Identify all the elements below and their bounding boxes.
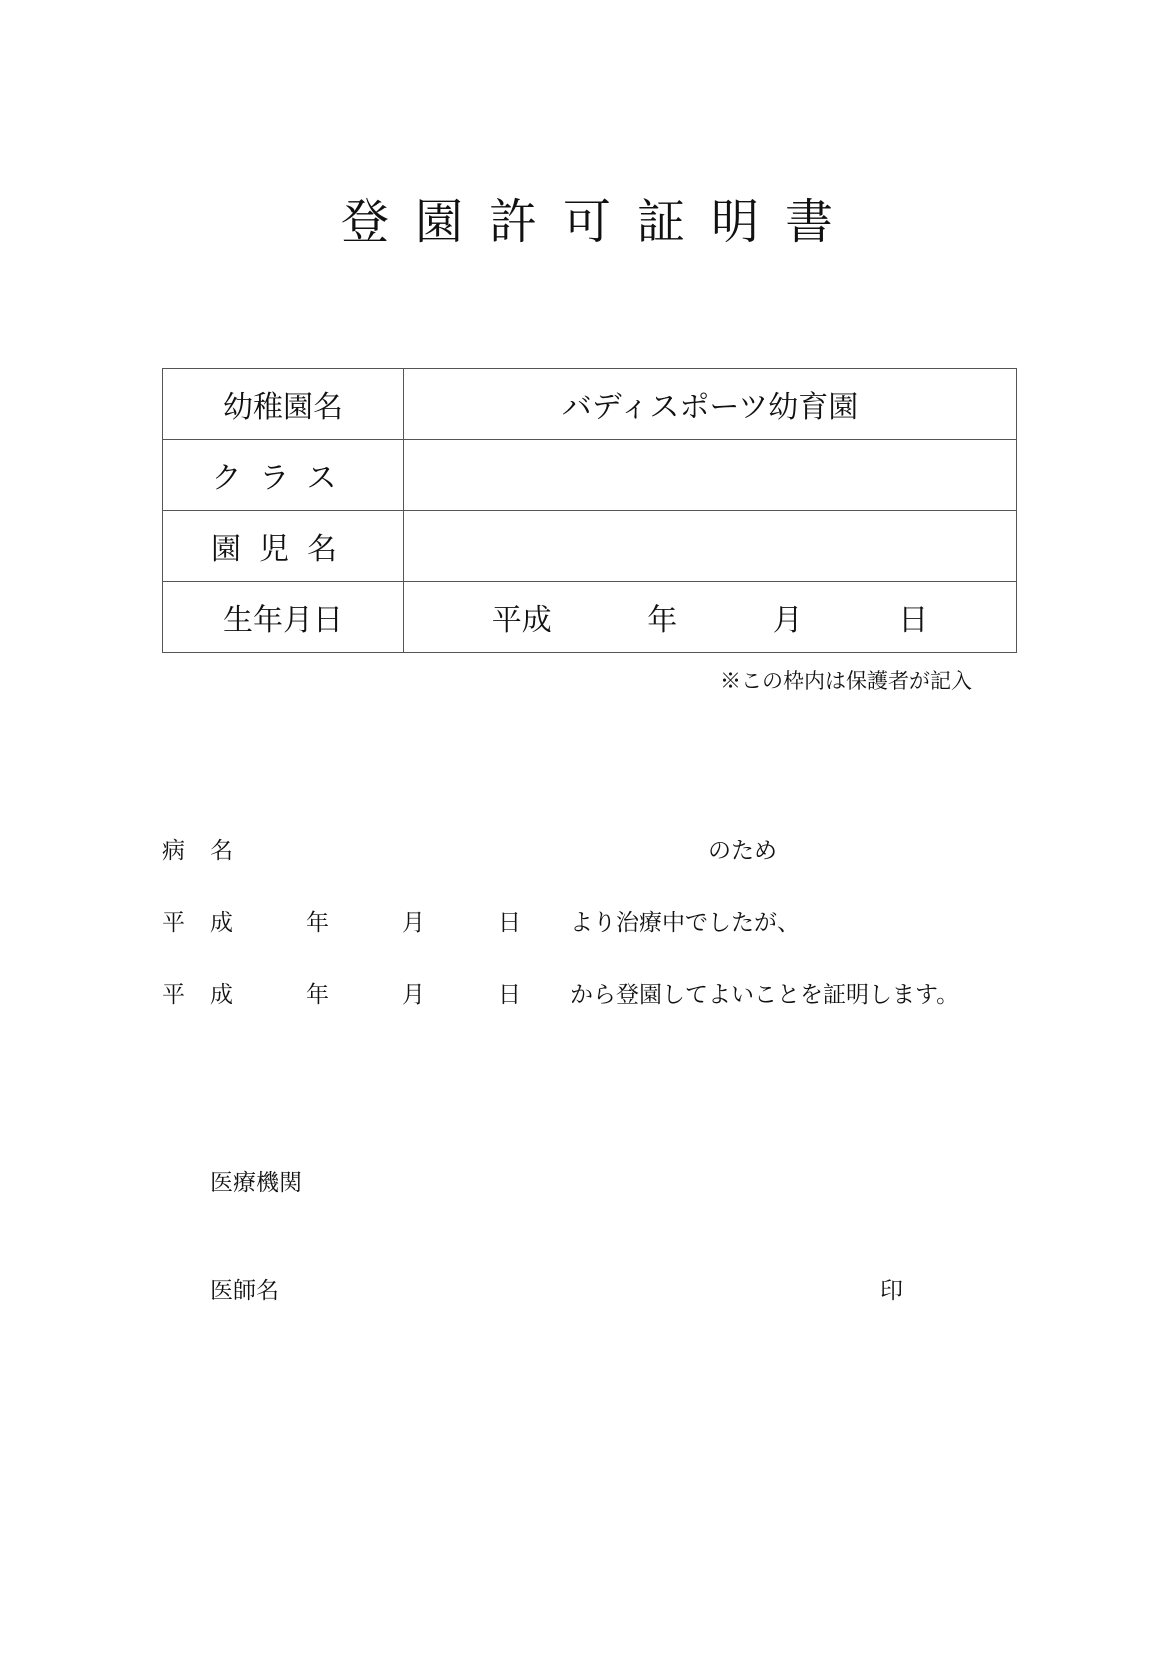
table-row-child-name <box>163 511 1017 582</box>
birthdate-date-row <box>404 595 1016 639</box>
class-field[interactable] <box>404 440 1017 511</box>
child-name-label: 園児名 <box>163 511 404 582</box>
kindergarten-name-label: 幼稚園名 <box>163 369 404 440</box>
institution-label: 医療機関 <box>210 1170 302 1196</box>
table-note: ※この枠内は保護者が記入 <box>720 669 972 693</box>
seal-label: 印 <box>880 1278 903 1304</box>
birthdate-label: 生年月日 <box>163 582 404 653</box>
table-row-birthdate <box>163 582 1017 653</box>
treatment-era-2: 成 <box>210 910 233 936</box>
disease-line <box>162 834 1062 868</box>
treatment-year: 年 <box>306 910 329 936</box>
attendance-day: 日 <box>498 982 521 1008</box>
treatment-line <box>162 906 1062 940</box>
treatment-month: 月 <box>402 910 425 936</box>
treatment-day: 日 <box>498 910 521 936</box>
attendance-line <box>162 978 1062 1012</box>
birthdate-day: 日 <box>898 603 929 638</box>
doctor-name-label: 医師名 <box>210 1278 279 1304</box>
birthdate-year: 年 <box>647 603 678 638</box>
table-row-class <box>163 440 1017 511</box>
birthdate-field[interactable] <box>404 582 1017 653</box>
attendance-era-2: 成 <box>210 982 233 1008</box>
guardian-info-table <box>162 368 1017 653</box>
birthdate-era: 平成 <box>491 603 552 638</box>
page-title: 登園許可証明書 <box>340 194 859 250</box>
treatment-era-1: 平 <box>162 910 185 936</box>
attendance-era-1: 平 <box>162 982 185 1008</box>
class-label: クラス <box>163 440 404 511</box>
disease-label-2: 名 <box>210 838 233 864</box>
attendance-month: 月 <box>402 982 425 1008</box>
disease-label-1: 病 <box>162 838 185 864</box>
table-row-kindergarten <box>163 369 1017 440</box>
birthdate-month: 月 <box>772 603 803 638</box>
attendance-year: 年 <box>306 982 329 1008</box>
kindergarten-name-value[interactable]: バディスポーツ幼育園 <box>404 369 1017 440</box>
treatment-text: より治療中でしたが、 <box>570 910 800 936</box>
disease-suffix: のため <box>708 838 777 864</box>
attendance-text: から登園してよいことを証明します。 <box>570 982 960 1008</box>
child-name-field[interactable] <box>404 511 1017 582</box>
